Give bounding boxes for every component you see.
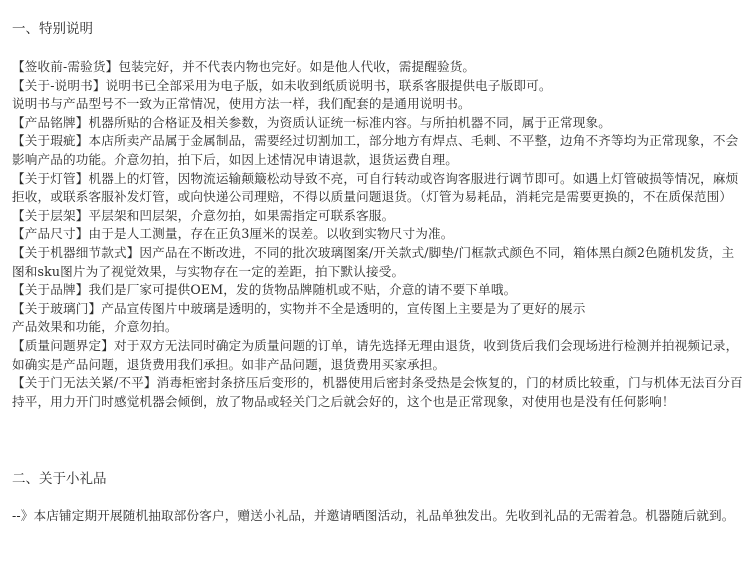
note-shelves: 【关于层架】平层架和凹层架，介意勿拍，如果需指定可联系客服。 — [12, 207, 395, 223]
note-brand: 【关于品牌】我们是厂家可提供OEM，发的货物品牌随机或不贴，介意的请不要下单哦。 — [12, 282, 517, 298]
section-title-small-gifts: 二、关于小礼品 — [12, 471, 107, 487]
note-inspection-before-signing: 【签收前-需验货】包装完好，并不代表内物也完好。如是他人代收，需提醒验货。 — [12, 59, 476, 74]
note-quality-issue: 【质量问题界定】对于双方无法同时确定为质量问题的订单，请先选择无理由退货，收到货后我们会现场进行检测并拍视频记录，如确实是产品问题，退货费用我们承担。如非产品问题，退货费用买家承担。 — [12, 337, 739, 372]
note-machine-details: 【关于机器细节款式】因产品在不断改进，不同的批次玻璃图案/开关款式/脚垫/门框款式颜色不同，箱体黑白颜2色随机发货，主图和sku图片为了视觉效果，与实物存在一定的差距，拍下默认接受。 — [12, 244, 735, 279]
note-nameplate: 【产品铭牌】机器所贴的合格证及相关参数，为资质认证统一标准内容。与所拍机器不同，属于正常现象。 — [12, 114, 611, 130]
note-glass-door-cont: 产品效果和功能，介意勿拍。 — [12, 319, 178, 335]
note-dimensions: 【产品尺寸】由于是人工测量，存在正负3厘米的误差。以收到实物尺寸为准。 — [12, 226, 454, 242]
note-gift-promotion: --》本店铺定期开展随机抽取部份客户，赠送小礼品，并邀请晒图活动，礼品单独发出。先收到礼品的无需着急。机器随后就到。 — [12, 508, 735, 523]
special-notes-body — [12, 58, 744, 411]
note-door-seal: 【关于门无法关紧/不平】消毒柜密封条挤压后变形的，机器使用后密封条受热是会恢复的，门的材质比较重，门与机体无法百分百持平，用力开门时感觉机器会倾倒，放了物品或轻关门之后就会好的，这个也是正常现象，对使用也是没有任何影响！ — [12, 375, 743, 409]
note-glass-door: 【关于玻璃门】产品宣传图片中玻璃是透明的，实物并不全是透明的，宣传图上主要是为了更好的展示 — [12, 300, 586, 316]
section-title-special-notes: 一、特别说明 — [12, 21, 93, 37]
small-gifts-body — [12, 507, 744, 526]
note-manual: 【关于-说明书】说明书已全部采用为电子版，如未收到纸质说明书，联系客服提供电子版即可。 — [12, 77, 552, 93]
note-lamp: 【关于灯管】机器上的灯管，因物流运输颠簸松动导致不亮，可自行转动或咨询客服进行调节即可。如遇上灯管破损等情况，麻烦拒收，或联系客服补发灯管，或向快递公司理赔，不得以质量问题退货。（灯管为易耗品，消耗完是需要更换的，不在质保范围） — [12, 170, 739, 205]
note-flaws: 【关于瑕疵】本店所卖产品属于金属制品，需要经过切割加工，部分地方有焊点、毛刺、不平整，边角不齐等均为正常现象，不会影响产品的功能。介意勿拍，拍下后，如因上述情况申请退款，退货运费自理。 — [12, 133, 739, 167]
note-manual-model: 说明书与产品型号不一致为正常情况，使用方法一样，我们配套的是通用说明书。 — [12, 96, 471, 112]
